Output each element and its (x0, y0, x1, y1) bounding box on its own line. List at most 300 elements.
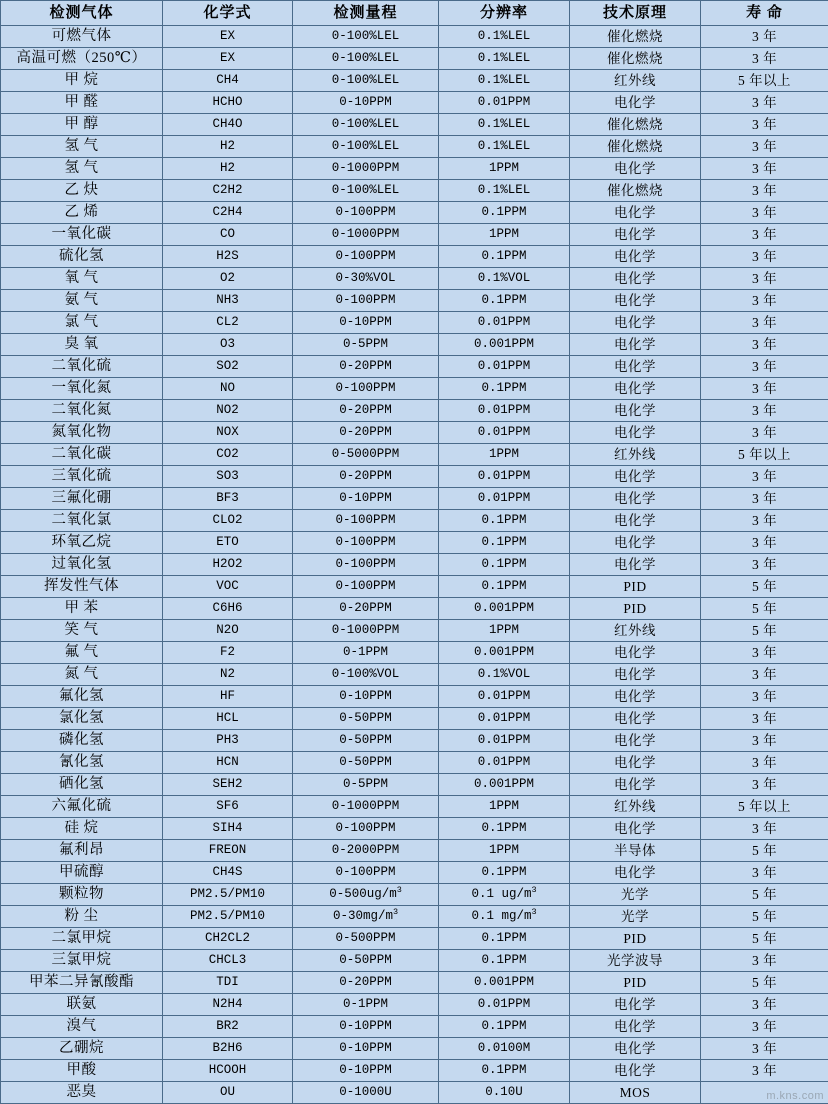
cell-life: 5 年以上 (701, 70, 828, 92)
cell-principle: 电化学 (570, 554, 701, 576)
cell-principle: 电化学 (570, 752, 701, 774)
cell-life: 3 年 (701, 488, 828, 510)
cell-range: 0-10PPM (293, 1060, 439, 1082)
cell-life: 3 年 (701, 1038, 828, 1060)
table-row (1, 774, 828, 796)
cell-principle: 催化燃烧 (570, 48, 701, 70)
cell-principle: MOS (570, 1082, 701, 1104)
cell-life: 3 年 (701, 1060, 828, 1082)
cell-gas: 甲 苯 (1, 598, 163, 620)
cell-principle: 电化学 (570, 400, 701, 422)
cell-principle: 电化学 (570, 818, 701, 840)
cell-principle: 电化学 (570, 862, 701, 884)
cell-range: 0-10PPM (293, 1016, 439, 1038)
table-row (1, 70, 828, 92)
cell-principle: 电化学 (570, 158, 701, 180)
cell-range: 0-10PPM (293, 1038, 439, 1060)
cell-range: 0-1000PPM (293, 158, 439, 180)
cell-formula: N2O (163, 620, 293, 642)
cell-formula: BR2 (163, 1016, 293, 1038)
cell-range: 0-20PPM (293, 400, 439, 422)
cell-principle: PID (570, 972, 701, 994)
cell-formula: B2H6 (163, 1038, 293, 1060)
cell-resolution: 0.1%LEL (439, 180, 570, 202)
cell-life: 5 年以上 (701, 796, 828, 818)
cell-principle: 红外线 (570, 444, 701, 466)
table-row (1, 246, 828, 268)
cell-range: 0-20PPM (293, 422, 439, 444)
cell-formula: CHCL3 (163, 950, 293, 972)
table-row (1, 796, 828, 818)
table-header-row (1, 1, 828, 26)
cell-formula: SF6 (163, 796, 293, 818)
cell-gas: 氟化氢 (1, 686, 163, 708)
cell-gas: 一氧化氮 (1, 378, 163, 400)
cell-formula: EX (163, 26, 293, 48)
cell-formula: F2 (163, 642, 293, 664)
cell-gas: 二氧化氯 (1, 510, 163, 532)
cell-principle: 电化学 (570, 664, 701, 686)
cell-gas: 氢 气 (1, 158, 163, 180)
table-row (1, 840, 828, 862)
cell-life: 3 年 (701, 290, 828, 312)
cell-principle: 催化燃烧 (570, 114, 701, 136)
cell-formula: C2H2 (163, 180, 293, 202)
watermark-text: m.kns.com (766, 1090, 824, 1102)
cell-gas: 二氧化碳 (1, 444, 163, 466)
cell-resolution: 0.1PPM (439, 510, 570, 532)
cell-formula: N2 (163, 664, 293, 686)
cell-formula: H2 (163, 136, 293, 158)
cell-formula: ETO (163, 532, 293, 554)
cell-formula: N2H4 (163, 994, 293, 1016)
cell-resolution: 0.001PPM (439, 642, 570, 664)
cell-principle: 电化学 (570, 1038, 701, 1060)
table-row (1, 554, 828, 576)
cell-principle: 光学 (570, 906, 701, 928)
table-row (1, 994, 828, 1016)
cell-life: 3 年 (701, 400, 828, 422)
cell-resolution: 0.1%LEL (439, 48, 570, 70)
cell-gas: 联氨 (1, 994, 163, 1016)
cell-gas: 甲 醛 (1, 92, 163, 114)
cell-gas: 氢 气 (1, 136, 163, 158)
cell-formula: CL2 (163, 312, 293, 334)
cell-resolution: 0.1PPM (439, 532, 570, 554)
cell-resolution: 0.1PPM (439, 576, 570, 598)
cell-life: 3 年 (701, 114, 828, 136)
cell-resolution: 0.1 $mg/m^3$ (439, 906, 570, 928)
cell-principle: 电化学 (570, 488, 701, 510)
cell-formula: CH4 (163, 70, 293, 92)
cell-formula: HF (163, 686, 293, 708)
cell-gas: 甲 烷 (1, 70, 163, 92)
table-row (1, 268, 828, 290)
cell-principle: 电化学 (570, 510, 701, 532)
cell-principle: 半导体 (570, 840, 701, 862)
cell-formula: PM2.5/PM10 (163, 884, 293, 906)
cell-formula: PH3 (163, 730, 293, 752)
cell-formula: NOX (163, 422, 293, 444)
cell-gas: 硒化氢 (1, 774, 163, 796)
cell-resolution: 1PPM (439, 158, 570, 180)
cell-life: 5 年 (701, 840, 828, 862)
cell-life: 5 年 (701, 906, 828, 928)
cell-principle: 电化学 (570, 532, 701, 554)
cell-formula: CH2CL2 (163, 928, 293, 950)
cell-range: 0-10PPM (293, 488, 439, 510)
cell-range: 0-100%LEL (293, 180, 439, 202)
cell-resolution: 0.01PPM (439, 422, 570, 444)
cell-life: 3 年 (701, 818, 828, 840)
cell-principle: 电化学 (570, 1060, 701, 1082)
cell-range: 0-500PPM (293, 928, 439, 950)
cell-resolution: 0.01PPM (439, 466, 570, 488)
cell-formula: VOC (163, 576, 293, 598)
cell-resolution: 0.001PPM (439, 334, 570, 356)
cell-range: 0-1000PPM (293, 224, 439, 246)
cell-principle: 电化学 (570, 730, 701, 752)
cell-gas: 氰化氢 (1, 752, 163, 774)
cell-resolution: 0.1%VOL (439, 268, 570, 290)
cell-range: 0-50PPM (293, 730, 439, 752)
cell-gas: 氟利昂 (1, 840, 163, 862)
cell-formula: CO (163, 224, 293, 246)
table-row (1, 532, 828, 554)
cell-range: 0-10PPM (293, 312, 439, 334)
cell-range: $0-30mg/m^3$ (293, 906, 439, 928)
cell-range: 0-50PPM (293, 752, 439, 774)
table-row (1, 1016, 828, 1038)
table-row (1, 708, 828, 730)
cell-life: 3 年 (701, 664, 828, 686)
cell-principle: 电化学 (570, 224, 701, 246)
table-row (1, 400, 828, 422)
cell-life: 3 年 (701, 312, 828, 334)
table-row (1, 1060, 828, 1082)
cell-principle: PID (570, 576, 701, 598)
table-row (1, 290, 828, 312)
table-row (1, 664, 828, 686)
cell-range: $0-500ug/m^3$ (293, 884, 439, 906)
cell-formula: HCN (163, 752, 293, 774)
cell-resolution: 1PPM (439, 224, 570, 246)
cell-principle: 电化学 (570, 268, 701, 290)
cell-resolution: 0.01PPM (439, 488, 570, 510)
table-row (1, 48, 828, 70)
cell-gas: 高温可燃（250℃） (1, 48, 163, 70)
cell-formula: NO2 (163, 400, 293, 422)
cell-range: 0-1000PPM (293, 796, 439, 818)
cell-gas: 磷化氢 (1, 730, 163, 752)
cell-principle: 电化学 (570, 92, 701, 114)
cell-range: 0-5PPM (293, 774, 439, 796)
cell-resolution: 0.01PPM (439, 400, 570, 422)
cell-formula: SO2 (163, 356, 293, 378)
cell-life (701, 1082, 828, 1104)
cell-formula: H2O2 (163, 554, 293, 576)
cell-resolution: 0.01PPM (439, 730, 570, 752)
cell-gas: 乙 炔 (1, 180, 163, 202)
cell-resolution: 1PPM (439, 840, 570, 862)
cell-resolution: 0.1PPM (439, 928, 570, 950)
cell-life: 5 年 (701, 884, 828, 906)
cell-resolution: 0.1%LEL (439, 26, 570, 48)
cell-life: 5 年 (701, 972, 828, 994)
cell-formula: HCHO (163, 92, 293, 114)
table-row (1, 818, 828, 840)
table-row (1, 92, 828, 114)
cell-life: 3 年 (701, 92, 828, 114)
cell-formula: BF3 (163, 488, 293, 510)
cell-gas: 笑 气 (1, 620, 163, 642)
cell-gas: 氮氧化物 (1, 422, 163, 444)
cell-gas: 硫化氢 (1, 246, 163, 268)
cell-principle: 电化学 (570, 708, 701, 730)
cell-life: 5 年 (701, 576, 828, 598)
cell-life: 3 年 (701, 26, 828, 48)
cell-resolution: 0.01PPM (439, 708, 570, 730)
cell-resolution: 1PPM (439, 444, 570, 466)
cell-principle: 电化学 (570, 356, 701, 378)
cell-formula: SEH2 (163, 774, 293, 796)
cell-gas: 氯化氢 (1, 708, 163, 730)
cell-formula: HCL (163, 708, 293, 730)
cell-life: 3 年 (701, 532, 828, 554)
cell-range: 0-100PPM (293, 818, 439, 840)
table-row (1, 312, 828, 334)
cell-range: 0-100%LEL (293, 48, 439, 70)
cell-gas: 甲酸 (1, 1060, 163, 1082)
table-row (1, 730, 828, 752)
cell-range: 0-10PPM (293, 686, 439, 708)
cell-life: 5 年 (701, 598, 828, 620)
cell-principle: 红外线 (570, 796, 701, 818)
cell-life: 3 年 (701, 774, 828, 796)
cell-range: 0-100PPM (293, 532, 439, 554)
cell-range: 0-1000PPM (293, 620, 439, 642)
cell-range: 0-20PPM (293, 356, 439, 378)
cell-range: 0-100PPM (293, 510, 439, 532)
cell-resolution: 0.1 $ug/m^3$ (439, 884, 570, 906)
cell-formula: CLO2 (163, 510, 293, 532)
table-row (1, 202, 828, 224)
cell-range: 0-50PPM (293, 708, 439, 730)
table-row (1, 334, 828, 356)
cell-range: 0-2000PPM (293, 840, 439, 862)
cell-resolution: 0.1PPM (439, 862, 570, 884)
cell-life: 3 年 (701, 422, 828, 444)
cell-gas: 挥发性气体 (1, 576, 163, 598)
cell-life: 3 年 (701, 510, 828, 532)
table-row (1, 928, 828, 950)
cell-principle: 红外线 (570, 620, 701, 642)
cell-range: 0-1PPM (293, 994, 439, 1016)
cell-principle: 电化学 (570, 1016, 701, 1038)
cell-resolution: 0.01PPM (439, 994, 570, 1016)
cell-range: 0-100%LEL (293, 114, 439, 136)
cell-principle: 电化学 (570, 312, 701, 334)
table-row (1, 598, 828, 620)
cell-range: 0-10PPM (293, 92, 439, 114)
table-row (1, 972, 828, 994)
cell-resolution: 0.1PPM (439, 818, 570, 840)
cell-principle: 电化学 (570, 994, 701, 1016)
cell-life: 3 年 (701, 136, 828, 158)
cell-gas: 恶臭 (1, 1082, 163, 1104)
cell-formula: H2S (163, 246, 293, 268)
cell-principle: 光学波导 (570, 950, 701, 972)
cell-resolution: 0.1%VOL (439, 664, 570, 686)
cell-range: 0-50PPM (293, 950, 439, 972)
cell-gas: 乙硼烷 (1, 1038, 163, 1060)
cell-principle: 电化学 (570, 378, 701, 400)
cell-range: 0-100PPM (293, 862, 439, 884)
cell-gas: 三氟化硼 (1, 488, 163, 510)
cell-range: 0-1000U (293, 1082, 439, 1104)
cell-life: 5 年 (701, 620, 828, 642)
table-row (1, 576, 828, 598)
cell-principle: 电化学 (570, 466, 701, 488)
cell-resolution: 0.1%LEL (439, 136, 570, 158)
cell-resolution: 0.10U (439, 1082, 570, 1104)
cell-resolution: 0.1PPM (439, 246, 570, 268)
table-row (1, 862, 828, 884)
cell-formula: CO2 (163, 444, 293, 466)
cell-range: 0-1PPM (293, 642, 439, 664)
cell-resolution: 0.1PPM (439, 202, 570, 224)
cell-life: 5 年 (701, 928, 828, 950)
table-row (1, 1038, 828, 1060)
cell-life: 3 年 (701, 950, 828, 972)
header-range: 检测量程 (293, 1, 439, 26)
cell-principle: 催化燃烧 (570, 136, 701, 158)
cell-gas: 氮 气 (1, 664, 163, 686)
cell-range: 0-100PPM (293, 576, 439, 598)
cell-gas: 环氧乙烷 (1, 532, 163, 554)
cell-gas: 甲苯二异氰酸酯 (1, 972, 163, 994)
cell-range: 0-100PPM (293, 290, 439, 312)
cell-formula: NO (163, 378, 293, 400)
cell-life: 3 年 (701, 246, 828, 268)
cell-life: 3 年 (701, 158, 828, 180)
table-row (1, 906, 828, 928)
cell-principle: PID (570, 598, 701, 620)
header-gas: 检测气体 (1, 1, 163, 26)
cell-principle: 电化学 (570, 334, 701, 356)
cell-gas: 氨 气 (1, 290, 163, 312)
cell-gas: 氟 气 (1, 642, 163, 664)
cell-gas: 一氧化碳 (1, 224, 163, 246)
cell-range: 0-20PPM (293, 466, 439, 488)
cell-gas: 甲 醇 (1, 114, 163, 136)
table-row (1, 224, 828, 246)
cell-gas: 六氟化硫 (1, 796, 163, 818)
cell-life: 3 年 (701, 642, 828, 664)
cell-principle: PID (570, 928, 701, 950)
cell-resolution: 0.1PPM (439, 290, 570, 312)
cell-formula: CH4S (163, 862, 293, 884)
cell-gas: 乙 烯 (1, 202, 163, 224)
cell-range: 0-100PPM (293, 378, 439, 400)
table-row (1, 510, 828, 532)
cell-gas: 氧 气 (1, 268, 163, 290)
header-formula: 化学式 (163, 1, 293, 26)
cell-formula: FREON (163, 840, 293, 862)
cell-life: 3 年 (701, 180, 828, 202)
cell-principle: 红外线 (570, 70, 701, 92)
cell-resolution: 0.01PPM (439, 92, 570, 114)
table-row (1, 884, 828, 906)
cell-gas: 过氧化氢 (1, 554, 163, 576)
cell-resolution: 0.1PPM (439, 378, 570, 400)
table-row (1, 466, 828, 488)
cell-formula: C6H6 (163, 598, 293, 620)
cell-resolution: 0.1PPM (439, 1060, 570, 1082)
cell-principle: 电化学 (570, 290, 701, 312)
cell-life: 3 年 (701, 378, 828, 400)
cell-gas: 三氯甲烷 (1, 950, 163, 972)
cell-principle: 电化学 (570, 422, 701, 444)
table-row (1, 950, 828, 972)
table-row (1, 1082, 828, 1104)
table-row (1, 488, 828, 510)
cell-gas: 臭 氧 (1, 334, 163, 356)
cell-resolution: 0.0100M (439, 1038, 570, 1060)
cell-formula: OU (163, 1082, 293, 1104)
cell-principle: 电化学 (570, 774, 701, 796)
cell-resolution: 0.1%LEL (439, 70, 570, 92)
cell-formula: SIH4 (163, 818, 293, 840)
cell-range: 0-30%VOL (293, 268, 439, 290)
cell-life: 5 年以上 (701, 444, 828, 466)
cell-range: 0-20PPM (293, 972, 439, 994)
cell-range: 0-100%LEL (293, 70, 439, 92)
cell-principle: 催化燃烧 (570, 26, 701, 48)
header-life: 寿 命 (701, 1, 828, 26)
cell-gas: 二氯甲烷 (1, 928, 163, 950)
cell-formula: EX (163, 48, 293, 70)
header-principle: 技术原理 (570, 1, 701, 26)
cell-resolution: 0.1PPM (439, 950, 570, 972)
cell-range: 0-100%VOL (293, 664, 439, 686)
table-body (1, 26, 828, 1104)
cell-life: 3 年 (701, 708, 828, 730)
cell-resolution: 0.1PPM (439, 554, 570, 576)
cell-gas: 三氧化硫 (1, 466, 163, 488)
cell-resolution: 1PPM (439, 620, 570, 642)
table-row (1, 422, 828, 444)
cell-principle: 催化燃烧 (570, 180, 701, 202)
cell-formula: PM2.5/PM10 (163, 906, 293, 928)
cell-life: 3 年 (701, 356, 828, 378)
cell-range: 0-5PPM (293, 334, 439, 356)
cell-formula: C2H4 (163, 202, 293, 224)
cell-formula: TDI (163, 972, 293, 994)
cell-resolution: 0.01PPM (439, 312, 570, 334)
cell-resolution: 0.001PPM (439, 972, 570, 994)
cell-life: 3 年 (701, 730, 828, 752)
cell-life: 3 年 (701, 466, 828, 488)
table-row (1, 378, 828, 400)
cell-gas: 可燃气体 (1, 26, 163, 48)
table-row (1, 158, 828, 180)
cell-resolution: 0.01PPM (439, 686, 570, 708)
cell-principle: 光学 (570, 884, 701, 906)
cell-range: 0-100%LEL (293, 136, 439, 158)
cell-gas: 硅 烷 (1, 818, 163, 840)
table-row (1, 114, 828, 136)
